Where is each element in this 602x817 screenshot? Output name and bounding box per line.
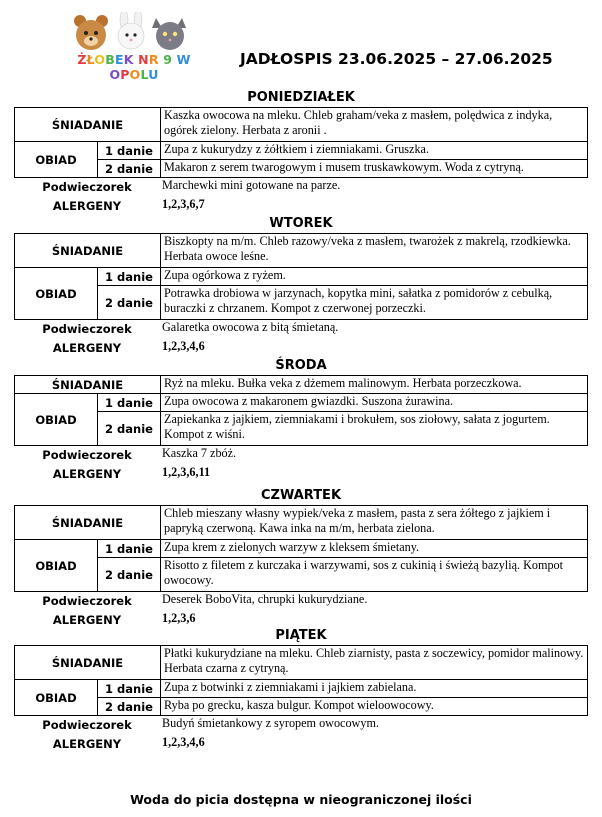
- course2-label: 2 danie: [98, 412, 161, 446]
- snack-label: Podwieczorek: [42, 594, 132, 608]
- course1-label: 1 danie: [98, 268, 161, 286]
- lunch-course2-row: [15, 286, 588, 320]
- day-menu-table: [14, 505, 588, 592]
- lunch-label: OBIAD: [15, 680, 98, 716]
- course1-text: Zupa owocowa z makaronem gwiazdki. Suszona żurawina.: [161, 394, 588, 412]
- breakfast-text: Biszkopty na m/m. Chleb razowy/veka z masłem, twarożek z makrelą, rzodkiewka. Herbata owoce leśne.: [161, 234, 588, 268]
- course2-text: Makaron z serem twarogowym i musem truskawkowym. Woda z cytryną.: [161, 160, 588, 178]
- course2-label: 2 danie: [98, 286, 161, 320]
- day-title: CZWARTEK: [260, 488, 342, 503]
- breakfast-row: [15, 646, 588, 680]
- day-title: ŚRODA: [275, 358, 327, 373]
- allergens-label: ALERGENY: [52, 341, 122, 355]
- breakfast-label: ŚNIADANIE: [15, 646, 161, 680]
- course1-label: 1 danie: [98, 142, 161, 160]
- allergens-value: 1,2,3,6: [162, 611, 196, 625]
- allergens-label: ALERGENY: [52, 199, 122, 213]
- allergens-value: 1,2,3,6,7: [162, 197, 205, 211]
- snack-section: [14, 320, 588, 358]
- lunch-course1-row: [15, 394, 588, 412]
- course2-text: Zapiekanka z jajkiem, ziemniakami i brokułem, sos ziołowy, sałata z jogurtem. Kompot z wiśni.: [161, 412, 588, 446]
- course1-text: Zupa krem z zielonych warzyw z kleksem śmietany.: [161, 540, 588, 558]
- lunch-course1-row: [15, 142, 588, 160]
- lunch-label: OBIAD: [15, 394, 98, 446]
- allergens-value: 1,2,3,6,11: [162, 465, 211, 479]
- breakfast-label: ŚNIADANIE: [15, 108, 161, 142]
- breakfast-label: ŚNIADANIE: [15, 506, 161, 540]
- snack-text: Budyń śmietankowy z syropem owocowym.: [162, 716, 379, 730]
- breakfast-row: [15, 376, 588, 394]
- course2-text: Potrawka drobiowa w jarzynach, kopytka mini, sałatka z pomidorów z cebulką, buraczki z chrzanem. Kompot z czerwonej porzeczki.: [161, 286, 588, 320]
- lunch-label: OBIAD: [15, 142, 98, 178]
- snack-text: Deserek BoboVita, chrupki kukurydziane.: [162, 592, 368, 606]
- course1-text: Zupa z botwinki z ziemniakami i jajkiem zabielana.: [161, 680, 588, 698]
- course1-text: Zupa z kukurydzy z żółtkiem i ziemniakami. Gruszka.: [161, 142, 588, 160]
- allergens-value: 1,2,3,4,6: [162, 735, 205, 749]
- breakfast-text: Płatki kukurydziane na mleku. Chleb ziarnisty, pasta z soczewicy, pomidor malinowy. Herbata czarna z cytryną.: [161, 646, 588, 680]
- breakfast-row: [15, 108, 588, 142]
- snack-text: Marchewki mini gotowane na parze.: [162, 178, 341, 192]
- lunch-label: OBIAD: [15, 268, 98, 320]
- day-section: [14, 356, 588, 484]
- course1-label: 1 danie: [98, 680, 161, 698]
- course2-label: 2 danie: [98, 160, 161, 178]
- lunch-course2-row: [15, 160, 588, 178]
- snack-text: Galaretka owocowa z bitą śmietaną.: [162, 320, 339, 334]
- lunch-label: OBIAD: [15, 540, 98, 592]
- day-section: [14, 88, 588, 216]
- lunch-course2-row: [15, 698, 588, 716]
- course1-label: 1 danie: [98, 540, 161, 558]
- day-title: PIĄTEK: [275, 628, 327, 643]
- menu-title: JADŁOSPIS 23.06.2025 – 27.06.2025: [240, 50, 553, 68]
- day-title: WTOREK: [269, 216, 333, 231]
- lunch-course2-row: [15, 558, 588, 592]
- nursery-logo: [60, 12, 208, 82]
- lunch-course2-row: [15, 412, 588, 446]
- snack-section: [14, 178, 588, 216]
- day-menu-table: [14, 107, 588, 178]
- course2-text: Risotto z filetem z kurczaka i warzywami, sos z cukinią i świeżą bazylią. Kompot owocowy.: [161, 558, 588, 592]
- day-menu-table: [14, 645, 588, 716]
- breakfast-row: [15, 506, 588, 540]
- breakfast-label: ŚNIADANIE: [15, 234, 161, 268]
- logo-text: ŻŁOBEK NR 9 W OPOLU: [77, 52, 191, 82]
- day-section: [14, 626, 588, 754]
- allergens-label: ALERGENY: [52, 737, 122, 751]
- course1-label: 1 danie: [98, 394, 161, 412]
- snack-section: [14, 446, 588, 484]
- allergens-label: ALERGENY: [52, 613, 122, 627]
- breakfast-row: [15, 234, 588, 268]
- day-title: PONIEDZIAŁEK: [247, 90, 355, 105]
- course1-text: Zupa ogórkowa z ryżem.: [161, 268, 588, 286]
- day-section: [14, 214, 588, 358]
- day-menu-table: [14, 375, 588, 446]
- snack-text: Kaszka 7 zbóż.: [162, 446, 237, 460]
- snack-label: Podwieczorek: [42, 448, 132, 462]
- breakfast-label: ŚNIADANIE: [15, 376, 161, 394]
- allergens-value: 1,2,3,4,6: [162, 339, 205, 353]
- snack-label: Podwieczorek: [42, 180, 132, 194]
- course2-label: 2 danie: [98, 558, 161, 592]
- day-menu-table: [14, 233, 588, 320]
- lunch-course1-row: [15, 268, 588, 286]
- snack-label: Podwieczorek: [42, 322, 132, 336]
- lunch-course1-row: [15, 540, 588, 558]
- course2-label: 2 danie: [98, 698, 161, 716]
- allergens-label: ALERGENY: [52, 467, 122, 481]
- course2-text: Ryba po grecku, kasza bulgur. Kompot wieloowocowy.: [161, 698, 588, 716]
- water-note: Woda do picia dostępna w nieograniczonej ilości: [130, 792, 472, 807]
- breakfast-text: Kaszka owocowa na mleku. Chleb graham/veka z masłem, polędwica z indyka, ogórek zielony. Herbata z aronii .: [161, 108, 588, 142]
- breakfast-text: Ryż na mleku. Bułka veka z dżemem malinowym. Herbata porzeczkowa.: [161, 376, 588, 394]
- breakfast-text: Chleb mieszany własny wypiek/veka z masłem, pasta z sera żółtego z jajkiem i papryką czerwoną. Kawa inka na m/m, herbata zielona.: [161, 506, 588, 540]
- lunch-course1-row: [15, 680, 588, 698]
- snack-section: [14, 592, 588, 630]
- snack-section: [14, 716, 588, 754]
- day-section: [14, 486, 588, 630]
- animal-faces-icon: [60, 12, 208, 54]
- snack-label: Podwieczorek: [42, 718, 132, 732]
